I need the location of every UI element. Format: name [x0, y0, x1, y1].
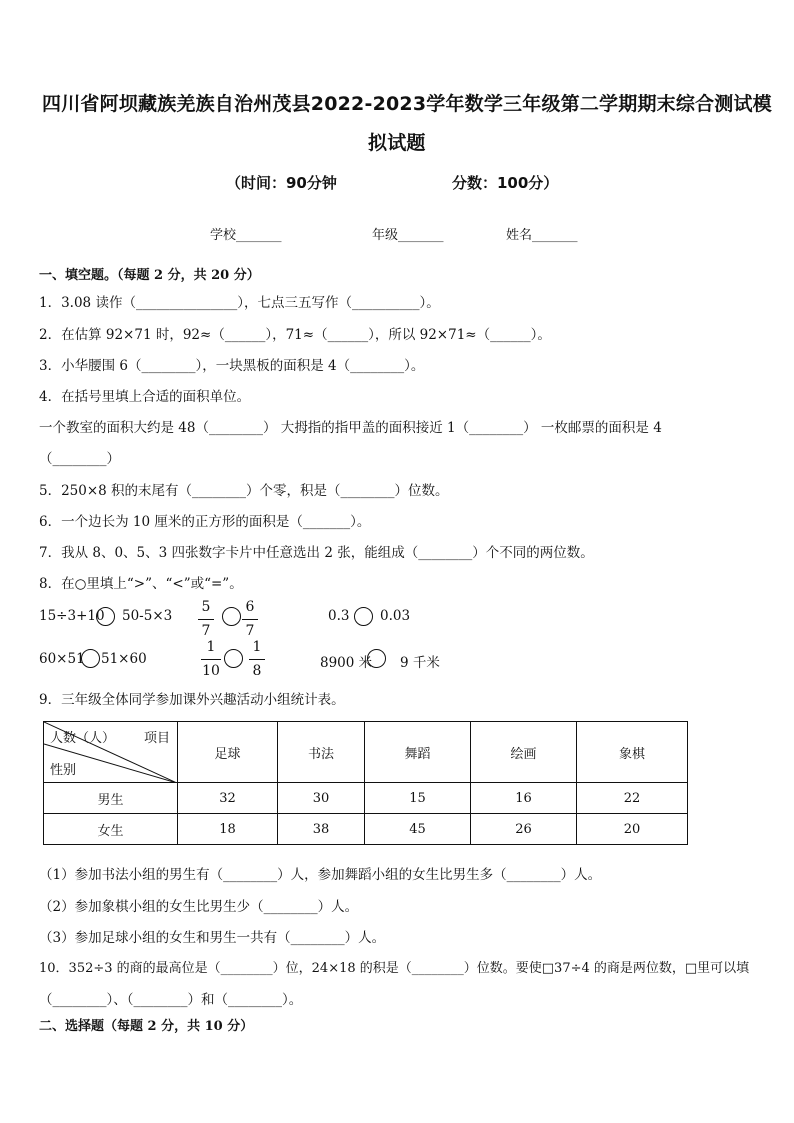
section2-heading: 二、选择题（每题 2 分，共 10 分）: [39, 1019, 254, 1034]
corner-item-label: 项目: [144, 731, 171, 746]
question-9-3: （3）参加足球小组的女生和男生一共有（________）人。: [39, 930, 386, 946]
question-9: 9．三年级全体同学参加课外兴趣活动小组统计表。: [39, 692, 345, 708]
question-10-cont: （________）、（________）和（________）。: [39, 992, 303, 1008]
compare-circle-b[interactable]: [222, 607, 241, 626]
table-corner-cell: [44, 722, 178, 783]
table-header-cell: 足球: [178, 722, 278, 783]
table-cell: 30: [278, 783, 365, 814]
compare-c-right: 0.03: [380, 608, 411, 624]
fraction-numerator: 5: [201, 599, 211, 615]
table-header-cell: 绘画: [471, 722, 577, 783]
table-header-cell: 书法: [278, 722, 365, 783]
section1-heading: 一、填空题。（每题 2 分，共 20 分）: [39, 268, 260, 283]
question-9-1: （1）参加书法小组的男生有（________）人，参加舞蹈小组的女生比男生多（________）人。: [39, 867, 602, 883]
table-row: [44, 814, 688, 845]
fraction-bar: [249, 659, 265, 660]
row-label: 女生: [44, 814, 178, 845]
question-1: 1．3.08 读作（_______________），七点三五写作（__________）。: [39, 295, 440, 311]
grade-field: 年级_______: [372, 228, 444, 243]
score-label: 分数：100分）: [452, 174, 559, 192]
table-header-cell: 象棋: [577, 722, 688, 783]
table-cell: 15: [365, 783, 471, 814]
question-8: 8．在○里填上“>”、“<”或“=”。: [39, 576, 243, 592]
question-4-line: 一个教室的面积大约是 48（________） 大拇指的指甲盖的面积接近 1（________） 一枚邮票的面积是 4: [39, 420, 662, 436]
compare-circle-f[interactable]: [367, 649, 386, 668]
compare-circle-a[interactable]: [96, 607, 115, 626]
compare-circle-d[interactable]: [81, 649, 100, 668]
corner-people-label: 人数（人）: [50, 731, 116, 746]
time-label: （时间：90分钟: [226, 174, 337, 192]
table-header-cell: 舞蹈: [365, 722, 471, 783]
table-cell: 45: [365, 814, 471, 845]
fraction-numerator: 6: [245, 599, 255, 615]
table-cell: 32: [178, 783, 278, 814]
table-cell: 16: [471, 783, 577, 814]
fraction-denominator: 10: [202, 663, 220, 679]
compare-circle-e[interactable]: [224, 649, 243, 668]
corner-gender-label: 性别: [50, 763, 77, 778]
question-4: 4．在括号里填上合适的面积单位。: [39, 389, 251, 405]
school-field: 学校_______: [210, 228, 282, 243]
table-cell: 26: [471, 814, 577, 845]
question-3: 3．小华腰围 6（________），一块黑板的面积是 4（________）。: [39, 358, 425, 374]
compare-f-right: 9 千米: [400, 655, 440, 671]
fraction-6-7: [242, 598, 258, 641]
fraction-denominator: 8: [252, 663, 262, 679]
fraction-bar: [198, 619, 214, 620]
question-10: 10．352÷3 的商的最高位是（________）位，24×18 的积是（________）位数。要使□37÷4 的商是两位数，□里可以填: [39, 961, 750, 976]
row-label: 男生: [44, 783, 178, 814]
compare-d-left: 60×51: [39, 651, 85, 667]
table-row: [44, 783, 688, 814]
page-title-line2: 拟试题: [368, 132, 426, 154]
question-7: 7．我从 8、0、5、3 四张数字卡片中任意选出 2 张，能组成（________）个不同的两位数。: [39, 545, 594, 561]
table-cell: 22: [577, 783, 688, 814]
fraction-1-8: [249, 638, 265, 681]
fraction-bar: [242, 619, 258, 620]
question-6: 6．一个边长为 10 厘米的正方形的面积是（_______）。: [39, 514, 371, 530]
compare-a-left: 15÷3+10: [39, 608, 105, 624]
compare-c-left: 0.3: [328, 608, 350, 624]
fraction-denominator: 7: [245, 623, 255, 639]
table-cell: 18: [178, 814, 278, 845]
compare-circle-c[interactable]: [354, 607, 373, 626]
activity-stats-table: [43, 721, 688, 845]
question-9-2: （2）参加象棋小组的女生比男生少（________）人。: [39, 899, 359, 915]
page-title-line1: 四川省阿坝藏族羌族自治州茂县2022-2023学年数学三年级第二学期期末综合测试模: [42, 93, 772, 115]
fraction-1-10: [201, 638, 221, 681]
question-2: 2．在估算 92×71 时，92≈（______），71≈（______），所以 92×71≈（______）。: [39, 327, 551, 343]
compare-a-right: 50-5×3: [122, 608, 173, 624]
fraction-numerator: 1: [206, 639, 216, 655]
name-field: 姓名_______: [506, 228, 578, 243]
compare-d-right: 51×60: [101, 651, 147, 667]
table-cell: 38: [278, 814, 365, 845]
fraction-5-7: [198, 598, 214, 641]
fraction-numerator: 1: [252, 639, 262, 655]
fraction-bar: [201, 659, 221, 660]
question-4-cont: （________）: [39, 451, 120, 467]
fraction-denominator: 7: [201, 623, 211, 639]
question-5: 5．250×8 积的末尾有（________）个零，积是（________）位数。: [39, 483, 449, 499]
table-cell: 20: [577, 814, 688, 845]
compare-f-left: 8900 米: [320, 655, 373, 671]
